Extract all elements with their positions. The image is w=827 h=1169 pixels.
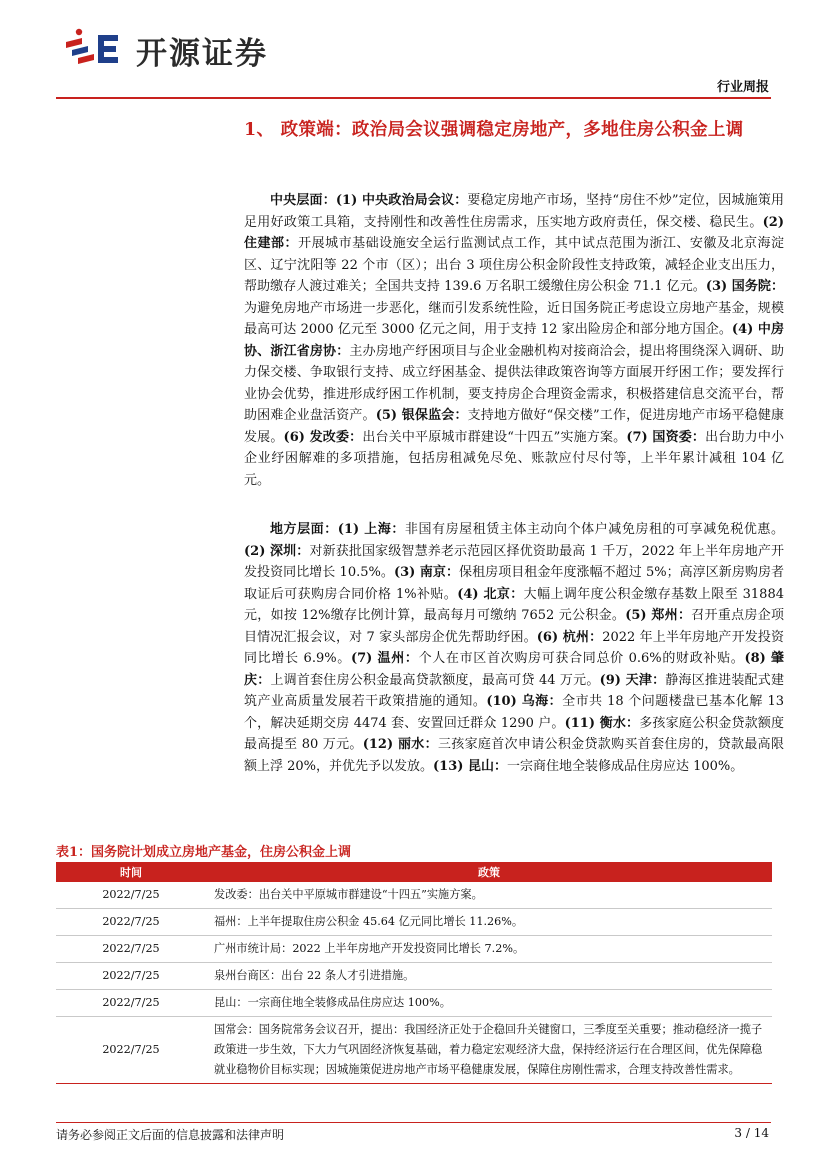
policy-cell: 发改委：出台关中平原城市群建设“十四五”实施方案。	[206, 882, 772, 909]
policy-cell: 昆山：一宗商住地全装修成品住房应达 100%。	[206, 990, 772, 1017]
policy-source-label: 地方层面：(1) 上海：	[270, 522, 405, 537]
policy-source-label: (9) 天津：	[599, 672, 666, 688]
footer-divider	[56, 1122, 771, 1123]
table-caption: 表1：国务院计划成立房地产基金，住房公积金上调	[56, 845, 352, 860]
date-cell: 2022/7/25	[56, 1017, 206, 1084]
policy-text: 要稳定房地产市场，坚持“房住不炒”定位，因城施策用足用好政策工具箱，支持刚性和改善性住房需求，压实地方政府责任，保交楼、稳民生。	[244, 193, 784, 230]
report-type-label: 行业周报	[716, 80, 769, 95]
policy-text: 保租房项目租金年度涨幅不超过 5%；高淳区新房购房者取证后可获购房合同价格 1%补贴。	[244, 565, 784, 602]
policy-cell: 福州：上半年提取住房公积金 45.64 亿元同比增长 11.26%。	[206, 909, 772, 936]
policy-source-label: 中央层面：(1) 中央政治局会议：	[270, 193, 468, 208]
policy-text: 2022 年上半年房地产开发投资同比增长 6.9%。	[244, 629, 784, 666]
policy-source-label: (3) 国务院：	[705, 279, 784, 294]
table-row	[56, 909, 772, 936]
policy-text: 大幅上调年度公积金缴存基数上限至 31884 元，如按 12%缴存比例计算，最高每月可缴纳 7652 元公积金。	[244, 586, 784, 623]
table-row	[56, 990, 772, 1017]
page-number: 3 / 14	[734, 1126, 769, 1140]
table-row	[56, 1017, 772, 1084]
table-body	[56, 882, 772, 1084]
policy-text: 主办房地产纾困项目与企业金融机构对接商洽会，提出将围绕深入调研、助力保交楼、争取银行支持、成立纾困基金、提供法律政策咨询等方面展开纾困工作；要发挥行业协会优势，推进形成纾困工作机制，要支持房企合理资金需求，积极搭建信息交流平台，帮助困难企业盘活资产。	[244, 343, 784, 423]
policy-source-label: (10) 乌海：	[486, 694, 563, 709]
logo-mark-icon	[62, 26, 122, 70]
policy-text: 开展城市基础设施安全运行监测试点工作，其中试点范围为浙江、安徽及北京海淀区、辽宁沈阳等 22 个市（区）；出台 3 项住房公积金阶段性支持政策，减轻企业支出压力，帮助缴存人渡过难关；全国共支持 139.6 万名职工缓缴住房公积金 71.1 亿元。	[244, 236, 784, 294]
date-cell: 2022/7/25	[56, 882, 206, 909]
policy-cell: 广州市统计局：2022 上半年房地产开发投资同比增长 7.2%。	[206, 936, 772, 963]
policy-source-label: (11) 衡水：	[564, 715, 640, 731]
column-header-date: 时间	[56, 862, 206, 882]
policy-text: 非国有房屋租赁主体主动向个体户减免房租的可享减免税优惠。	[404, 522, 784, 537]
policy-text: 一宗商住地全装修成品住房应达 100%。	[506, 758, 744, 774]
policy-text: 全市共 18 个问题楼盘已基本化解 13 个，解决延期交房 4474 套、安置回迁群众 1290 户。	[244, 694, 784, 731]
policy-cell: 泉州台商区：出台 22 条人才引进措施。	[206, 963, 772, 990]
policy-text: 上调首套住房公积金最高贷款额度，最高可贷 44 万元。	[270, 672, 600, 688]
policy-text: 支持地方做好“保交楼”工作，促进房地产市场平稳健康发展。	[244, 408, 785, 445]
table-row	[56, 963, 772, 990]
policy-source-label: (4) 中房协、浙江省房协：	[244, 322, 784, 359]
policy-source-label: (6) 杭州：	[536, 629, 603, 645]
column-header-policy: 政策	[206, 862, 772, 882]
policy-source-label: (6) 发改委：	[283, 429, 363, 445]
date-cell: 2022/7/25	[56, 963, 206, 990]
table-header-row	[56, 862, 772, 882]
policy-source-label: (7) 温州：	[350, 651, 419, 666]
date-cell: 2022/7/25	[56, 990, 206, 1017]
policy-text: 静海区推进装配式建筑产业高质量发展若干政策措施的通知。	[244, 672, 784, 709]
date-cell: 2022/7/25	[56, 909, 206, 936]
policy-source-label: (4) 北京：	[457, 586, 524, 602]
policy-source-label: (5) 银保监会：	[375, 408, 468, 423]
central-policy-paragraph	[244, 190, 784, 491]
policy-table	[56, 862, 772, 1084]
policy-source-label: (2) 深圳：	[244, 543, 310, 559]
policy-text: 召开重点房企项目情况汇报会议，对 7 家头部房企优先帮助纾困。	[244, 608, 784, 645]
policy-source-label: (2) 住建部：	[244, 214, 784, 251]
policy-text: 为避免房地产市场进一步恶化，继而引发系统性险，近日国务院正考虑设立房地产基金，规模最高可达 2000 亿元至 3000 亿元之间，用于支持 12 家出险房企和部分地方国企。	[244, 300, 784, 337]
policy-text: 三孩家庭首次申请公积金贷款购买首套住房的，贷款最高限额上浮 20%，并优先予以发放。	[244, 737, 784, 774]
disclaimer-text: 请务必参阅正文后面的信息披露和法律声明	[56, 1128, 285, 1142]
policy-source-label: (8) 肇庆：	[244, 651, 784, 688]
local-policy-paragraph	[244, 519, 784, 777]
table-row	[56, 936, 772, 963]
policy-cell: 国常会：国务院常务会议召开，提出：我国经济正处于企稳回升关键窗口，三季度至关重要；推动稳经济一揽子政策进一步生效，下大力气巩固经济恢复基础，着力稳定宏观经济大盘，保持经济运行在合理区间，优先保障稳就业稳物价目标实现；因城施策促进房地产市场平稳健康发展，保障住房刚性需求，合理支持改善性需求。	[206, 1017, 772, 1084]
policy-text: 出台关中平原城市群建设“十四五”实施方案。	[362, 429, 627, 445]
logo-text: 开源证券	[136, 36, 268, 72]
policy-source-label: (7) 国资委：	[626, 429, 706, 445]
policy-source-label: (13) 昆山：	[433, 758, 507, 774]
date-cell: 2022/7/25	[56, 936, 206, 963]
header-divider	[56, 97, 771, 99]
policy-text: 对新获批国家级智慧养老示范园区择优资助最高 1 千万，2022 年上半年房地产开发投资同比增长 10.5%。	[244, 543, 784, 580]
policy-text: 个人在市区首次购房可获合同总价 0.6%的财政补贴。	[418, 651, 745, 666]
policy-text: 多孩家庭公积金贷款额度最高提至 80 万元。	[244, 715, 785, 752]
policy-source-label: (12) 丽水：	[362, 737, 438, 752]
policy-source-label: (5) 郑州：	[625, 608, 692, 623]
policy-source-label: (3) 南京：	[393, 565, 460, 580]
policy-text: 出台助力中小企业纾困解难的多项措施，包括房租减免尽免、账款应付尽付等，上半年累计减租 104 亿元。	[244, 429, 784, 488]
table-row	[56, 882, 772, 909]
section-title: 1、 政策端：政治局会议强调稳定房地产，多地住房公积金上调	[244, 120, 744, 140]
